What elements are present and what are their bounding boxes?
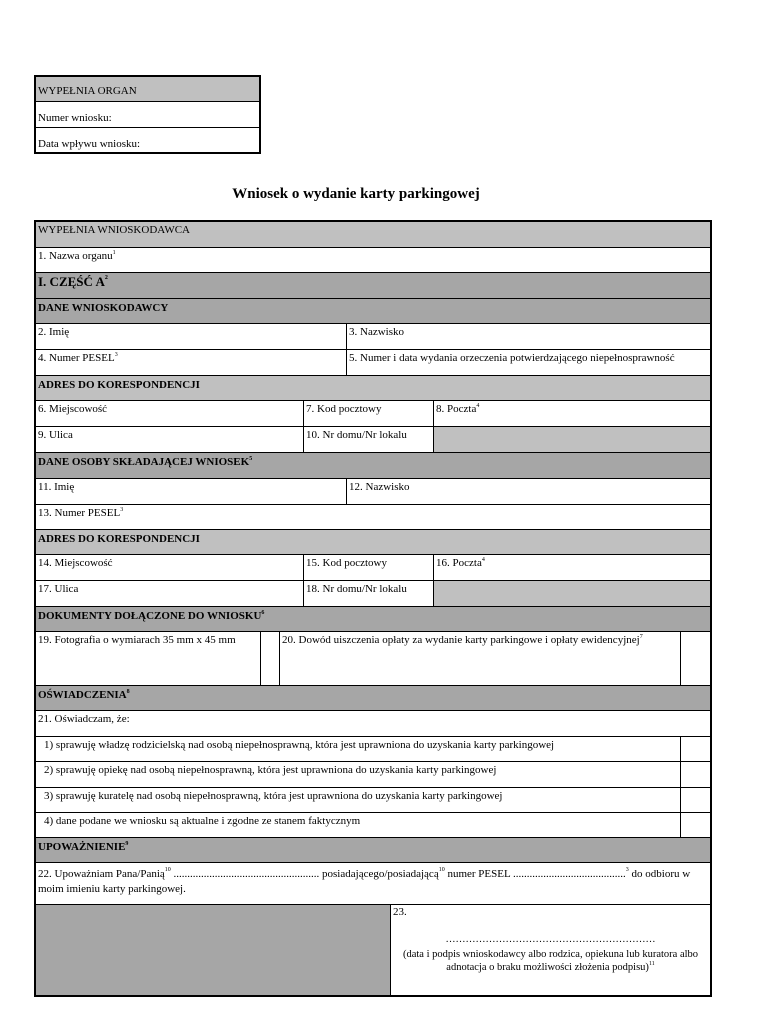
applicant-last-name-field[interactable]: 3. Nazwisko <box>349 326 404 338</box>
submitter-data-header: DANE OSOBY SKŁADAJĄCEJ WNIOSEK$^5$ <box>36 453 710 478</box>
applicant-postal-code-field[interactable]: 7. Kod pocztowy <box>306 403 382 415</box>
statement-guardianship-checkbox[interactable] <box>681 762 710 787</box>
statement-curatorship: 3) sprawuję kuratelę nad osobą niepełnosprawną, która jest uprawniona do uzyskania karty parkingowej <box>44 790 503 802</box>
authorization-text: 22. Upoważniam Pana/Panią$^{10}$ ..................................................... posiadającego/posiadającą$^{10}$ numer PESEL .........................................$^3$ do odbioru w moim imieniu karty parkingowej. <box>38 867 691 895</box>
correspondence-address-header-1: ADRES DO KORESPONDENCJI <box>36 376 710 400</box>
applicant-post-office-field[interactable]: 8. Poczta$^4$ <box>436 403 480 415</box>
applicant-first-name-field[interactable]: 2. Imię <box>38 326 70 338</box>
applicant-house-number-field[interactable]: 10. Nr domu/Nr lokalu <box>306 429 407 441</box>
submitter-first-name-field[interactable]: 11. Imię <box>38 481 75 493</box>
applicant-pesel-field[interactable]: 4. Numer PESEL$^3$ <box>38 352 118 364</box>
application-number-field[interactable]: Numer wniosku: <box>38 112 112 124</box>
submitter-last-name-field[interactable]: 12. Nazwisko <box>349 481 410 493</box>
statement-data-accuracy-checkbox[interactable] <box>681 813 710 837</box>
applicant-city-field[interactable]: 6. Miejscowość <box>38 403 108 415</box>
applicant-data-header: DANE WNIOSKODAWCY <box>36 299 710 323</box>
attached-documents-header: DOKUMENTY DOŁĄCZONE DO WNIOSKU$^6$ <box>36 607 710 631</box>
statement-curatorship-checkbox[interactable] <box>681 788 710 812</box>
disability-certificate-field[interactable]: 5. Numer i data wydania orzeczenia potwierdzającego niepełnosprawność <box>349 352 675 364</box>
receipt-date-field[interactable]: Data wpływu wniosku: <box>38 138 141 150</box>
signature-caption: (data i podpis wnioskodawcy albo rodzica, opiekuna lub kuratora albo adnotacja o braku możliwości złożenia podpisu)$^{11}$ <box>402 949 699 973</box>
statements-intro: 21. Oświadczam, że: <box>38 713 130 725</box>
shaded-empty-cell <box>434 581 710 606</box>
part-a-header: I. CZĘŚĆ $A^2$ <box>36 273 710 298</box>
statement-data-accuracy: 4) dane podane we wniosku są aktualne i zgodne ze stanem faktycznym <box>44 815 361 827</box>
authorization-header: UPOWAŻNIENIE$^9$ <box>36 838 710 862</box>
submitter-house-number-field[interactable]: 18. Nr domu/Nr lokalu <box>306 583 407 595</box>
fee-payment-document-label: 20. Dowód uiszczenia opłaty za wydanie karty parkingowe i opłaty ewidencyjnej$^7$ <box>282 634 643 646</box>
correspondence-address-header-2: ADRES DO KORESPONDENCJI <box>36 530 710 554</box>
submitter-city-field[interactable]: 14. Miejscowość <box>38 557 113 569</box>
photo-document-label: 19. Fotografia o wymiarach 35 mm x 45 mm <box>38 634 236 646</box>
statement-parental-authority: 1) sprawuję władzę rodzicielską nad osobą niepełnosprawną, która jest uprawniona do uzyskania karty parkingowej <box>44 739 555 751</box>
fee-payment-document-checkbox[interactable] <box>681 632 710 685</box>
statement-parental-authority-checkbox[interactable] <box>681 737 710 761</box>
submitter-pesel-field[interactable]: 13. Numer PESEL$^3$ <box>38 507 124 519</box>
applicant-street-field[interactable]: 9. Ulica <box>38 429 73 441</box>
submitter-postal-code-field[interactable]: 15. Kod pocztowy <box>306 557 387 569</box>
signature-line: ……………………………………………………… <box>445 934 656 945</box>
shaded-empty-cell <box>36 905 390 995</box>
signature-field-number: 23. <box>393 906 407 918</box>
statement-guardianship: 2) sprawuję opiekę nad osobą niepełnosprawną, która jest uprawniona do uzyskania karty parkingowej <box>44 764 497 776</box>
photo-document-checkbox[interactable] <box>261 632 279 685</box>
submitter-post-office-field[interactable]: 16. Poczta$^4$ <box>436 557 485 569</box>
signature-field[interactable] <box>391 905 710 995</box>
document-title: Wniosek o wydanie karty parkingowej <box>232 186 480 202</box>
organ-box-header: WYPEŁNIA ORGAN <box>36 77 259 101</box>
applicant-fills-header: WYPEŁNIA WNIOSKODAWCA <box>36 222 710 247</box>
statements-header: OŚWIADCZENIA$^8$ <box>36 686 710 710</box>
shaded-empty-cell <box>434 427 710 452</box>
submitter-street-field[interactable]: 17. Ulica <box>38 583 79 595</box>
authority-name-field[interactable]: 1. Nazwa organu$^1$ <box>38 250 116 262</box>
